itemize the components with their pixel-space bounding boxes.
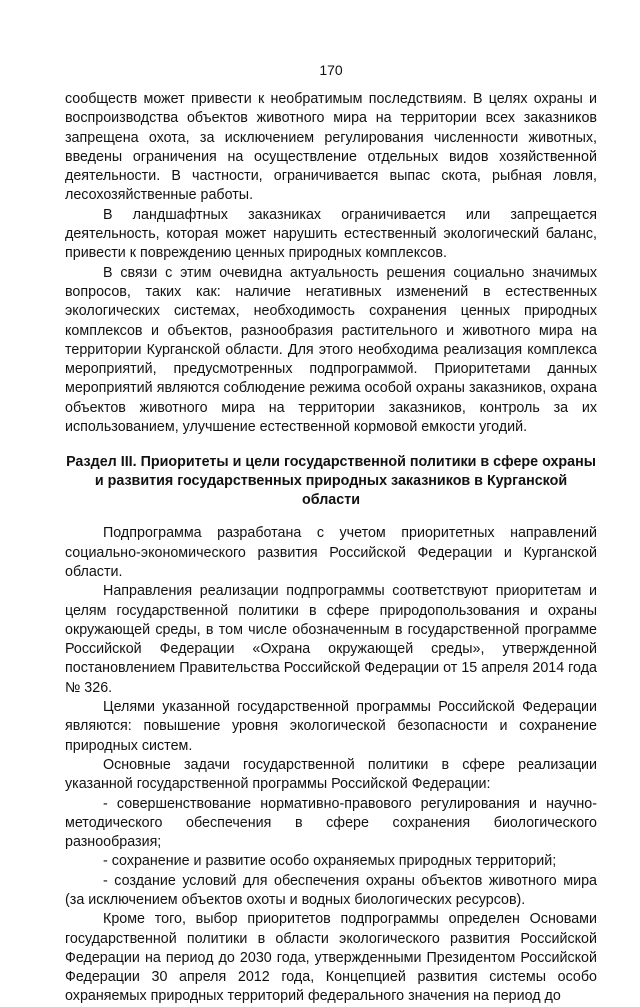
list-item-regulation: - совершенствование нормативно-правового регулирования и научно-методического обеспечения в сфере сохранения биологического разнообразия; (65, 795, 597, 851)
paragraph-landscape-reserves: В ландшафтных заказниках ограничивается или запрещается деятельность, которая может нарушить естественный экологический баланс, привести к повреждению ценных природных комплексов. (65, 206, 597, 262)
page-number: 170 (319, 62, 343, 78)
document-page (65, 62, 597, 1007)
paragraph-relevance: В связи с этим очевидна актуальность решения социально значимых вопросов, таких как: наличие негативных изменений в естественных экологических системах, необходимость сохранения ценных природных комплексов и объектов, разнообразия растительного и животного мира на территории Курганской области. Для этого необходима реализация комплекса мероприятий, предусмотренных подпрограммой. Приоритетами данных мероприятий являются соблюдение режима особой охраны заказников, охрана объектов животного мира на территории заказников, контроль за их использованием, улучшение естественной кормовой емкости угодий. (65, 264, 597, 436)
paragraph-subprogram-basis: Подпрограмма разработана с учетом приоритетных направлений социально-экономического развития Российской Федерации и Курганской области. (65, 525, 597, 580)
paragraph-goals: Целями указанной государственной программы Российской Федерации являются: повышение уровня экологической безопасности и сохранение природных систем. (65, 699, 597, 754)
paragraph-main-tasks: Основные задачи государственной политики в сфере реализации указанной государственной программы Российской Федерации: (65, 756, 597, 793)
list-item-wildlife-protection: - создание условий для обеспечения охраны объектов животного мира (за исключением объектов охоты и водных биологических ресурсов). (65, 872, 597, 908)
list-item-protected-areas: - сохранение и развитие особо охраняемых природных территорий; (103, 853, 557, 870)
paragraph-priorities-basis: Кроме того, выбор приоритетов подпрограммы определен Основами государственной политики в области экологического развития Российской Федерации на период до 2030 года, утвержденными Президентом Российской Федерации 30 апреля 2012 года, Концепцией развития системы особо охраняемых природных территорий федерального значения на период до (65, 911, 597, 1005)
paragraph-directions: Направления реализации подпрограммы соответствуют приоритетам и целям государственной политики в сфере природопользования и охраны окружающей среды, в том числе обозначенным в государственной программе Российской Федерации «Охрана окружающей среды», утвержденной постановлением Правительства Российской Федерации от 15 апреля 2014 года № 326. (65, 583, 597, 696)
paragraph-intro-continuation: сообществ может привести к необратимым последствиям. В целях охраны и воспроизводства объектов животного мира на территории всех заказников запрещена охота, за исключением регулирования численности животных, введены ограничения на осуществление отдельных видов хозяйственной деятельности. В частности, ограничивается выпас скота, рыбная ловля, лесохозяйственные работы. (65, 91, 597, 204)
section-heading: Раздел III. Приоритеты и цели государственной политики в сфере охраны и развития государственных природных заказников в Курганской области (66, 454, 596, 509)
